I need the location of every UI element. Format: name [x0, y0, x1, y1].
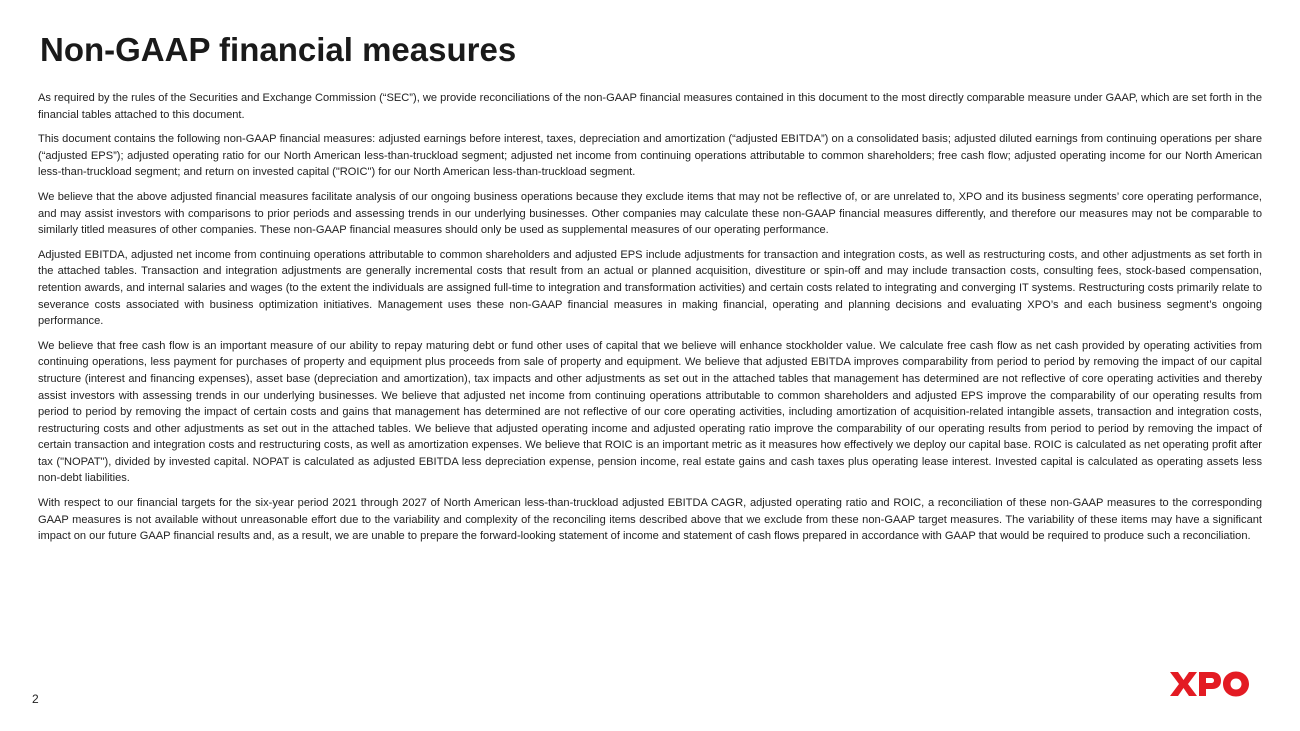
xpo-logo: [1170, 669, 1250, 699]
paragraph-analysis-rationale: We believe that the above adjusted financial measures facilitate analysis of our ongoing business operations because they exclude items that may not be reflective of, or are unrelated to, XPO and its business segments’ core operating performance, and may assist investors with comparisons to prior periods and assessing trends in our underlying businesses. Other companies may calculate these non-GAAP financial measures differently, and therefore our measures may not be comparable to similarly titled measures of other companies. These non-GAAP financial measures should only be used as supplemental measures of our operating performance.: [38, 190, 1262, 237]
page-number: 2: [32, 692, 39, 706]
paragraph-free-cash-flow: We believe that free cash flow is an important measure of our ability to repay maturing debt or fund other uses of capital that we believe will enhance stockholder value. We calculate free cash flow as net cash provided by operating activities from continuing operations, less payment for purchases of property and equipment plus proceeds from sale of property and equipment. We believe that adjusted EBITDA improves comparability from period to period by removing the impact of our capital structure (interest and financing expenses), asset base (depreciation and amortization), tax impacts and other adjustments as set out in the attached tables that management has determined are not reflective of core operating activities and thereby assist investors with assessing trends in our underlying businesses. We believe that adjusted net income from continuing operations attributable to common shareholders and adjusted EPS improve the comparability of our operating results from period to period by removing the impact of certain costs and gains that management has determined are not reflective of our core operating activities, including amortization of acquisition-related intangible assets, transaction and integration costs, restructuring costs and other adjustments as set out in the attached tables. We believe that adjusted operating income and adjusted operating ratio improve the comparability of our operating results from period to period by removing the impact of certain transaction and integration costs and restructuring costs, as well as amortization expenses. We believe that ROIC is an important metric as it measures how effectively we deploy our capital base. ROIC is calculated as net operating profit after tax ("NOPAT"), divided by invested capital. NOPAT is calculated as adjusted EBITDA less depreciation expense, pension income, real estate gains and cash taxes plus operating lease interest. Invested capital is calculated as operating assets less non-debt liabilities.: [38, 339, 1262, 485]
paragraph-sec-requirement: As required by the rules of the Securities and Exchange Commission (“SEC”), we provide reconciliations of the non-GAAP financial measures contained in this document to the most directly comparable measure under GAAP, which are set forth in the financial tables attached to this document.: [38, 92, 1262, 121]
logo-p-shape: [1199, 672, 1221, 696]
logo-x-shape: [1170, 672, 1197, 696]
body-text: [38, 90, 1262, 553]
logo-o-shape: [1223, 672, 1249, 697]
paragraph-financial-targets: With respect to our financial targets for the six-year period 2021 through 2027 of North American less-than-truckload adjusted EBITDA CAGR, adjusted operating ratio and ROIC, a reconciliation of these non-GAAP measures to the corresponding GAAP measures is not available without unreasonable effort due to the variability and complexity of the reconciling items described above that we exclude from these non-GAAP target measures. The variability of these items may have a significant impact on our future GAAP financial results and, as a result, we are unable to prepare the forward-looking statement of income and statement of cash flows prepared in accordance with GAAP that would be required to produce such a reconciliation.: [38, 497, 1262, 543]
page-title: Non-GAAP financial measures: [40, 31, 517, 68]
paragraph-measures-list: This document contains the following non-GAAP financial measures: adjusted earnings before interest, taxes, depreciation and amortization (“adjusted EBITDA”) on a consolidated basis; adjusted diluted earnings from continuing operations per share (“adjusted EPS”); adjusted operating ratio for our North American less-than-truckload segment; adjusted net income from continuing operations attributable to common shareholders; free cash flow; adjusted operating income for our North American less-than-truckload segment; and return on invested capital ("ROIC") for our North American less-than-truckload segment.: [38, 133, 1262, 179]
paragraph-adjustments: Adjusted EBITDA, adjusted net income from continuing operations attributable to common shareholders and adjusted EPS include adjustments for transaction and integration costs, as well as restructuring costs, and other adjustments as set forth in the attached tables. Transaction and integration adjustments are generally incremental costs that result from an actual or planned acquisition, divestiture or spin-off and may include transaction costs, consulting fees, stock-based compensation, retention awards, and internal salaries and wages (to the extent the individuals are assigned full-time to integration and transformation activities) and certain costs related to integrating and converging IT systems. Restructuring costs primarily relate to severance costs associated with business optimization initiatives. Management uses these non-GAAP financial measures in making financial, operating and planning decisions and evaluating XPO’s and each business segment’s ongoing performance.: [38, 248, 1262, 328]
